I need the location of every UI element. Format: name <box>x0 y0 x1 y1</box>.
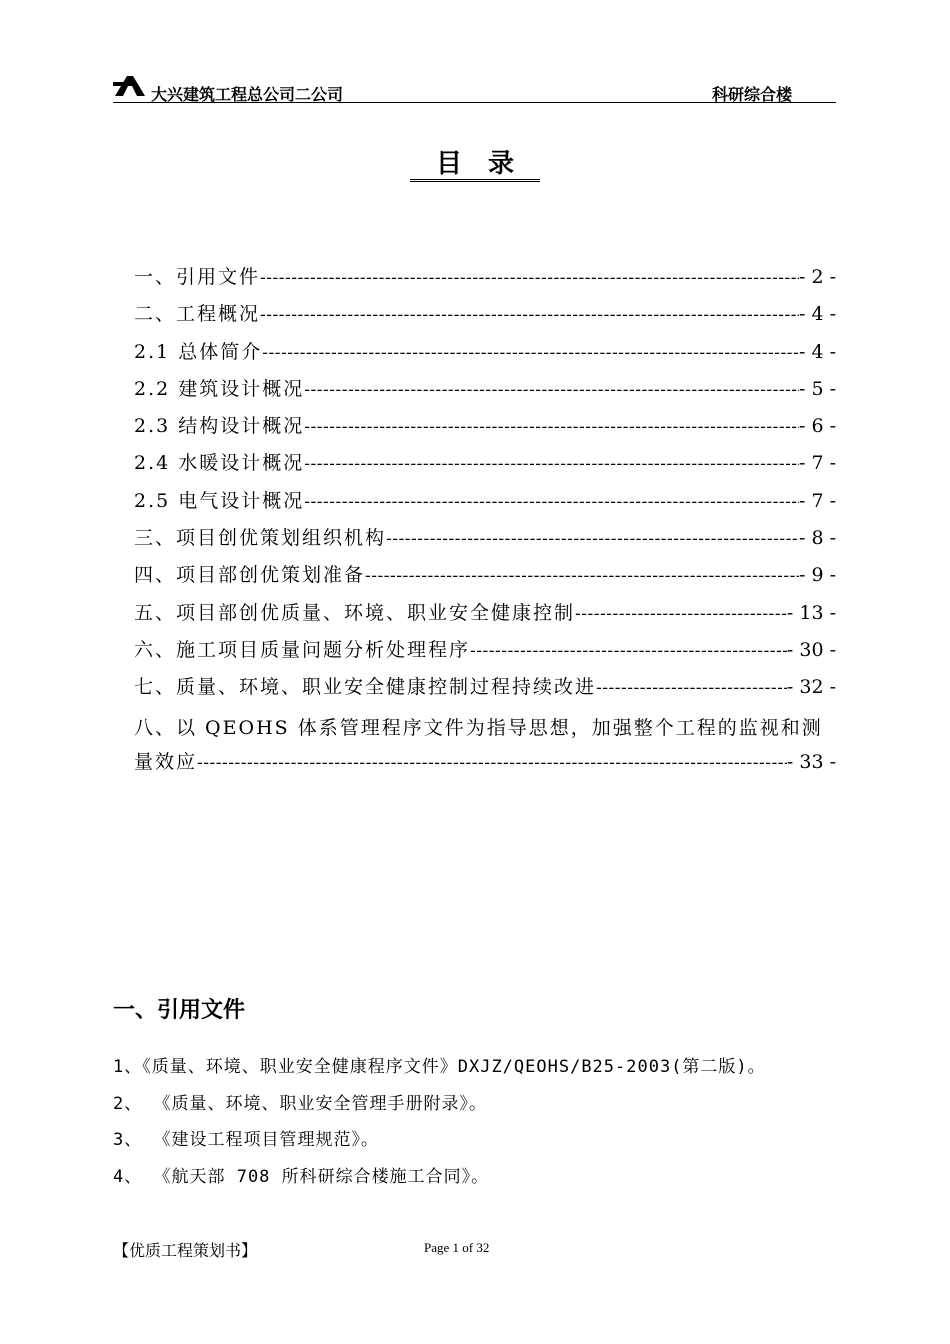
toc-entry[interactable]: 量效应 ----- - 33 - <box>134 747 836 784</box>
toc-leader <box>304 492 799 512</box>
section-heading: 一、引用文件 <box>113 998 246 1023</box>
toc-entry[interactable]: 一、引用文件 ----- - 2 - <box>134 262 836 299</box>
toc-leader <box>260 268 799 288</box>
toc-leader <box>304 380 799 400</box>
toc-entry[interactable]: 2.3 结构设计概况 ----- - 6 - <box>134 411 836 448</box>
toc-leader <box>260 305 799 325</box>
toc-entry[interactable]: 2.1 总体简介 ----- - 4 - <box>134 337 836 374</box>
toc-leader <box>304 417 799 437</box>
toc-entry[interactable]: 2.2 建筑设计概况 ----- - 5 - <box>134 374 836 411</box>
list-item: 3、 《建设工程项目管理规范》。 <box>113 1130 379 1150</box>
toc-leader <box>596 678 787 698</box>
list-item: 2、 《质量、环境、职业安全管理手册附录》。 <box>113 1093 487 1114</box>
toc-entry[interactable]: 五、项目部创优质量、环境、职业安全健康控制 ----- - 13 - <box>134 598 836 635</box>
reference-list <box>113 1052 843 1198</box>
toc-entry[interactable]: 六、施工项目质量问题分析处理程序 ----- - 30 - <box>134 635 836 672</box>
toc-entry[interactable]: 七、质量、环境、职业安全健康控制过程持续改进 ----- - 32 - <box>134 672 836 709</box>
toc-entry[interactable]: 三、项目创优策划组织机构 ----- - 8 - <box>134 523 836 560</box>
toc-entry[interactable]: 四、项目部创优策划准备 ----- - 9 - <box>134 560 836 597</box>
list-item: 4、 《航天部 708 所科研综合楼施工合同》。 <box>113 1166 490 1187</box>
toc-leader <box>262 343 799 363</box>
toc-leader <box>365 566 799 586</box>
toc-leader <box>197 753 787 773</box>
project-name: 科研综合楼 <box>711 85 792 104</box>
company-logo-icon <box>113 70 145 96</box>
toc-leader <box>386 529 799 549</box>
toc-entry[interactable]: 2.4 水暖设计概况 ----- - 7 - <box>134 448 836 485</box>
toc-leader <box>575 604 787 624</box>
footer-document-name: 【优质工程策划书】 <box>113 1241 258 1260</box>
toc-entry-line1: 八、以 QEOHS 体系管理程序文件为指导思想，加强整个工程的监视和测 <box>134 716 823 739</box>
toc-entry[interactable]: 二、工程概况 ----- - 4 - <box>134 299 836 336</box>
toc-title: 目录 <box>0 143 950 180</box>
toc-entry-multiline[interactable] <box>134 710 836 747</box>
page-header <box>113 68 836 103</box>
toc-leader <box>470 641 787 661</box>
toc-leader <box>304 454 799 474</box>
company-name: 大兴建筑工程总公司二公司 <box>151 85 344 104</box>
list-item: 1、《质量、环境、职业安全健康程序文件》DXJZ/QEOHS/B25-2003(第二版)。 <box>113 1057 766 1077</box>
table-of-contents <box>134 262 836 784</box>
toc-entry[interactable]: 2.5 电气设计概况 ----- - 7 - <box>134 486 836 523</box>
footer-page-number: Page 1 of 32 <box>424 1240 490 1255</box>
